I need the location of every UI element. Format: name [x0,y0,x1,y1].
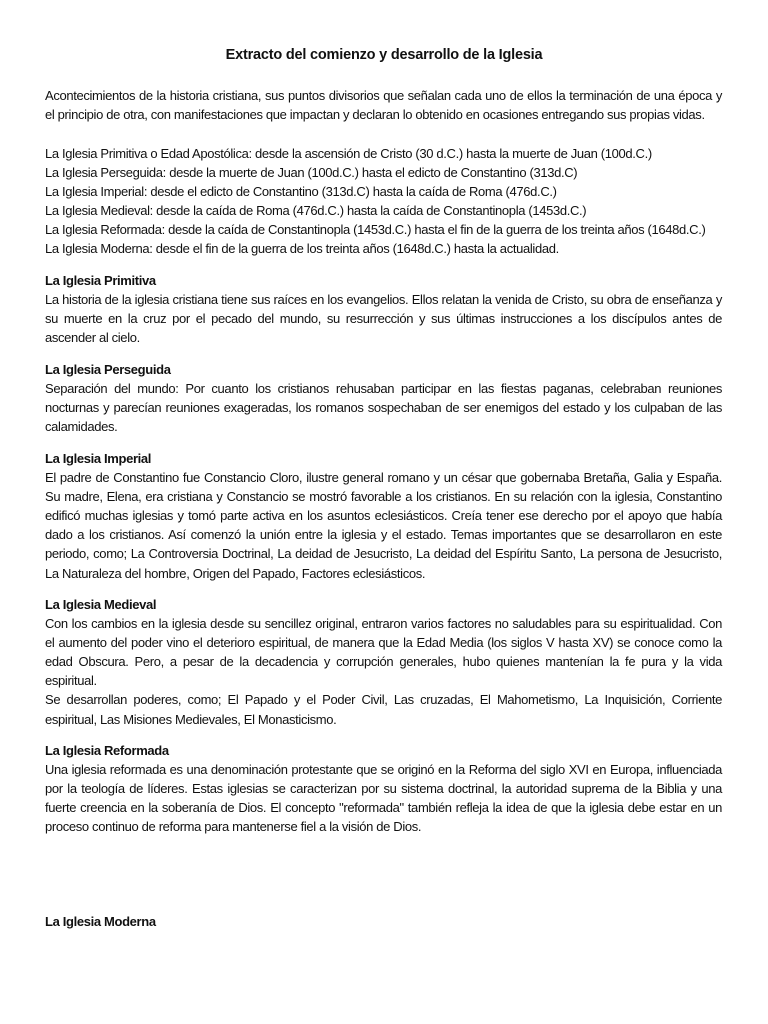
section-iglesia-imperial [45,449,722,583]
section-heading: La Iglesia Perseguida [45,362,171,377]
period-item: La Iglesia Reformada: desde la caída de Constantinopla (1453d.C.) hasta el fin de la guerra de los treinta años (1648d.C.) [45,222,706,238]
section-iglesia-moderna [45,912,722,931]
period-item: La Iglesia Perseguida: desde la muerte de Juan (100d.C.) hasta el edicto de Constantino (313d.C) [45,165,578,181]
section-paragraph: Una iglesia reformada es una denominación protestante que se originó en la Reforma del siglo XVI en Europa, influenciada por la teología de líderes. Estas iglesias se caracterizan por su sistema doctrinal, la autoridad suprema de la Biblia y una fuerte creencia en la soberanía de Dios. El concepto "reformada" también refleja la idea de que la iglesia debe estar en un proceso continuo de reforma para mantenerse fiel a la visión de Dios. [45,762,722,835]
section-heading: La Iglesia Moderna [45,914,156,929]
section-iglesia-medieval [45,595,722,729]
section-paragraph: El padre de Constantino fue Constancio Cloro, ilustre general romano y un césar que gobernaba Bretaña, Galia y España. Su madre, Elena, era cristiana y Constancio se mostró favorable a los cristianos. En su relación con la iglesia, Constantino edificó muchas iglesias y tomó parte activa en los asuntos eclesiásticos. Creía tener ese derecho por el apoyo que había dado a los cristianos. Así comenzó la unión entre la iglesia y el estado. Temas importantes que se desarrollaron en este periodo, como; La Controversia Doctrinal, La deidad de Jesucristo, La deidad del Espíritu Santo, La persona de Jesucristo, La Naturaleza del hombre, Origen del Papado, Factores eclesiásticos. [45,470,722,581]
intro-paragraph: Acontecimientos de la historia cristiana, sus puntos divisorios que señalan cada uno de ellos la terminación de una época y el principio de otra, con manifestaciones que impactan y declaran lo obtenido en ocasiones entregando sus propias vidas. [45,88,722,123]
section-iglesia-reformada [45,741,722,836]
period-item: La Iglesia Medieval: desde la caída de Roma (476d.C.) hasta la caída de Constantinopla (1453d.C.) [45,203,587,219]
period-item: La Iglesia Moderna: desde el fin de la guerra de los treinta años (1648d.C.) hasta la actualidad. [45,241,559,257]
section-paragraph: Con los cambios en la iglesia desde su sencillez original, entraron varios factores no saludables para su espiritualidad. Con el aumento del poder vino el deterioro espiritual, de manera que la Edad Media (los siglos V hasta XV) se conoce como la edad Obscura. Pero, a pesar de la decadencia y corrupción generales, hubo quienes mantenían la fe pura y la vida espiritual. [45,616,722,689]
section-heading: La Iglesia Primitiva [45,273,156,288]
page-title: Extracto del comienzo y desarrollo de la Iglesia [225,47,543,63]
section-heading: La Iglesia Reformada [45,743,169,758]
period-item: La Iglesia Primitiva o Edad Apostólica: desde la ascensión de Cristo (30 d.C.) hasta la muerte de Juan (100d.C.) [45,146,652,161]
period-item: La Iglesia Imperial: desde el edicto de Constantino (313d.C) hasta la caída de Roma (476d.C.) [45,184,557,200]
section-paragraph: La historia de la iglesia cristiana tiene sus raíces en los evangelios. Ellos relatan la venida de Cristo, su obra de enseñanza y su muerte en la cruz por el pecado del mundo, su resurrección y sus últimas instrucciones a los discípulos antes de ascender al cielo. [45,292,722,346]
section-heading: La Iglesia Imperial [45,451,152,466]
section-iglesia-perseguida [45,360,722,436]
section-iglesia-primitiva [45,271,722,347]
period-list [45,144,722,259]
section-paragraph: Se desarrollan poderes, como; El Papado y el Poder Civil, Las cruzadas, El Mahometismo, La Inquisición, Corriente espiritual, Las Misiones Medievales, El Monasticismo. [45,692,722,727]
section-heading: La Iglesia Medieval [45,597,157,612]
section-paragraph: Separación del mundo: Por cuanto los cristianos rehusaban participar en las fiestas paganas, celebraban reuniones nocturnas y parecían reuniones exageradas, los romanos sospechaban de ser enemigos del estado y los culpaban de las calamidades. [45,381,722,435]
